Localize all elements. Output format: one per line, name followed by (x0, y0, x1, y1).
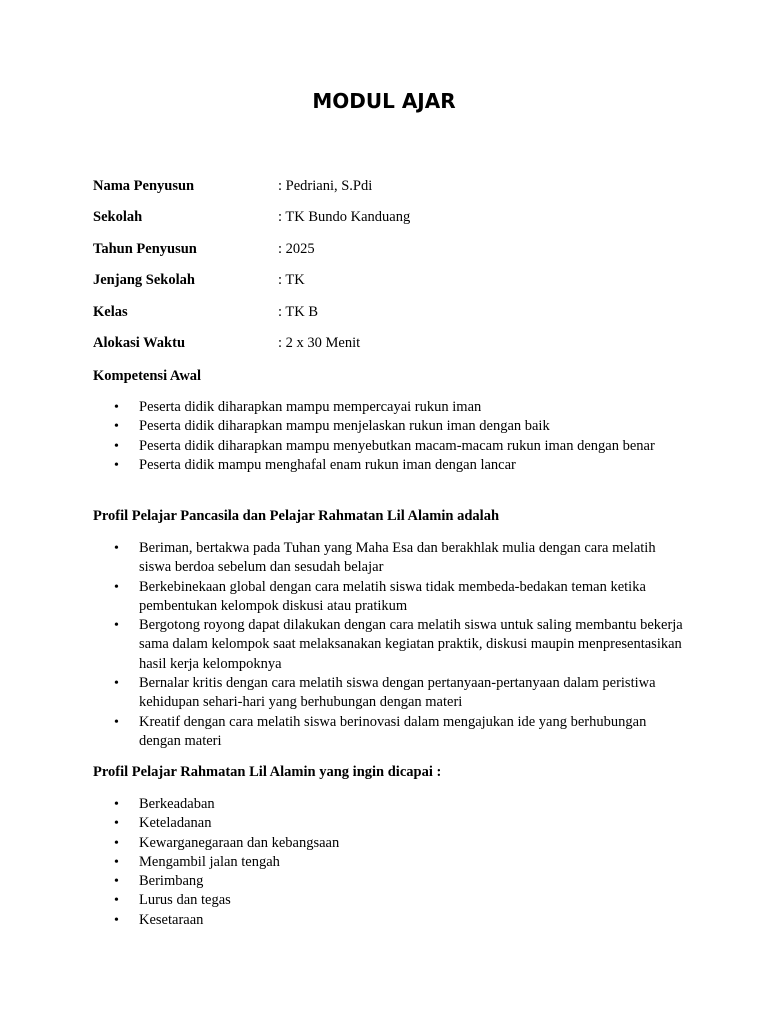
bullet-icon: • (114, 816, 119, 832)
section-heading-profil-rahmatan: Profil Pelajar Rahmatan Lil Alamin yang ingin dicapai : (93, 764, 442, 780)
bullet-icon: • (114, 797, 119, 812)
list-item (93, 814, 683, 833)
list-item (93, 437, 683, 456)
bullet-icon: • (114, 912, 119, 928)
profil-rahmatan-list (93, 795, 683, 930)
list-item-text: Bergotong royong dapat dilakukan dengan cara melatih siswa untuk saling membantu bekerja sama dalam kelompok saat melaksanakan kegiatan praktik, diskusi maupin menpresentasikan hasil kerja kelompoknya (139, 617, 683, 672)
meta-value: : TK Bundo Kanduang (278, 209, 411, 226)
list-item-text: Kewarganegaraan dan kebangsaan (139, 834, 340, 851)
meta-label: Nama Penyusun (93, 178, 195, 194)
meta-row-sekolah (93, 209, 693, 240)
list-item (93, 456, 683, 475)
bullet-icon: • (114, 419, 119, 435)
list-item-text: Peserta didik diharapkan mampu menjelaskan rukun iman dengan baik (139, 418, 550, 435)
list-item (93, 539, 683, 578)
section-heading-kompetensi-awal: Kompetensi Awal (93, 368, 202, 384)
list-item (93, 713, 683, 752)
bullet-icon: • (114, 579, 119, 595)
bullet-icon: • (114, 676, 119, 692)
list-item (93, 578, 683, 617)
meta-row-kelas (93, 304, 693, 335)
meta-value: : Pedriani, S.Pdi (278, 178, 373, 194)
list-item-text: Lurus dan tegas (139, 892, 231, 909)
meta-row-tahun-penyusun (93, 241, 693, 272)
list-item (93, 853, 683, 872)
list-item-text: Peserta didik mampu menghafal enam rukun iman dengan lancar (139, 456, 516, 473)
meta-row-nama-penyusun (93, 178, 693, 209)
list-item-text: Berimbang (139, 873, 204, 890)
list-item-text: Kreatif dengan cara melatih siswa berinovasi dalam mengajukan ide yang berhubungan dengan materi (139, 713, 647, 749)
list-item (93, 891, 683, 910)
meta-row-alokasi-waktu (93, 335, 693, 366)
list-item (93, 616, 683, 674)
meta-value: : 2 x 30 Menit (278, 334, 361, 351)
list-item-text: Peserta didik diharapkan mampu mempercayai rukun iman (139, 399, 482, 415)
meta-value: : TK B (278, 303, 319, 320)
bullet-icon: • (114, 874, 119, 890)
meta-value: : TK (278, 272, 305, 289)
bullet-icon: • (114, 714, 119, 730)
list-item (93, 872, 683, 891)
meta-row-jenjang-sekolah (93, 272, 693, 303)
list-item-text: Beriman, bertakwa pada Tuhan yang Maha Esa dan berakhlak mulia dengan cara melatih siswa berdoa sebelum dan sesudah belajar (139, 540, 656, 576)
list-item (93, 834, 683, 853)
list-item-text: Kesetaraan (139, 911, 204, 928)
bullet-icon: • (114, 438, 119, 454)
document-title: MODUL AJAR (312, 89, 456, 113)
list-item-text: Bernalar kritis dengan cara melatih siswa dengan pertanyaan-pertanyaan dalam peristiwa kehidupan sehari-hari yang berhubungan dengan materi (139, 675, 656, 711)
meta-label: Kelas (93, 303, 128, 320)
list-item-text: Mengambil jalan tengah (139, 853, 280, 870)
bullet-icon: • (114, 893, 119, 909)
identity-table (93, 178, 693, 366)
profil-pancasila-list (93, 539, 683, 751)
list-item (93, 417, 683, 436)
list-item (93, 398, 683, 417)
meta-value: : 2025 (278, 240, 315, 257)
meta-label: Tahun Penyusun (93, 240, 197, 257)
bullet-icon: • (114, 854, 119, 870)
kompetensi-awal-list (93, 398, 683, 475)
list-item-text: Berkeadaban (139, 796, 215, 812)
list-item (93, 795, 683, 814)
meta-label: Sekolah (93, 209, 143, 226)
bullet-icon: • (114, 400, 119, 415)
list-item (93, 674, 683, 713)
meta-label: Alokasi Waktu (93, 334, 186, 351)
bullet-icon: • (114, 457, 119, 473)
meta-label: Jenjang Sekolah (93, 272, 195, 289)
bullet-icon: • (114, 541, 119, 556)
list-item (93, 911, 683, 930)
list-item-text: Keteladanan (139, 815, 212, 832)
bullet-icon: • (114, 618, 119, 634)
list-item-text: Peserta didik diharapkan mampu menyebutkan macam-macam rukun iman dengan benar (139, 437, 655, 454)
section-heading-profil-pancasila: Profil Pelajar Pancasila dan Pelajar Rahmatan Lil Alamin adalah (93, 508, 500, 524)
bullet-icon: • (114, 835, 119, 851)
list-item-text: Berkebinekaan global dengan cara melatih siswa tidak membeda-bedakan teman ketika pembentukan kelompok diskusi atau pratikum (139, 578, 646, 614)
